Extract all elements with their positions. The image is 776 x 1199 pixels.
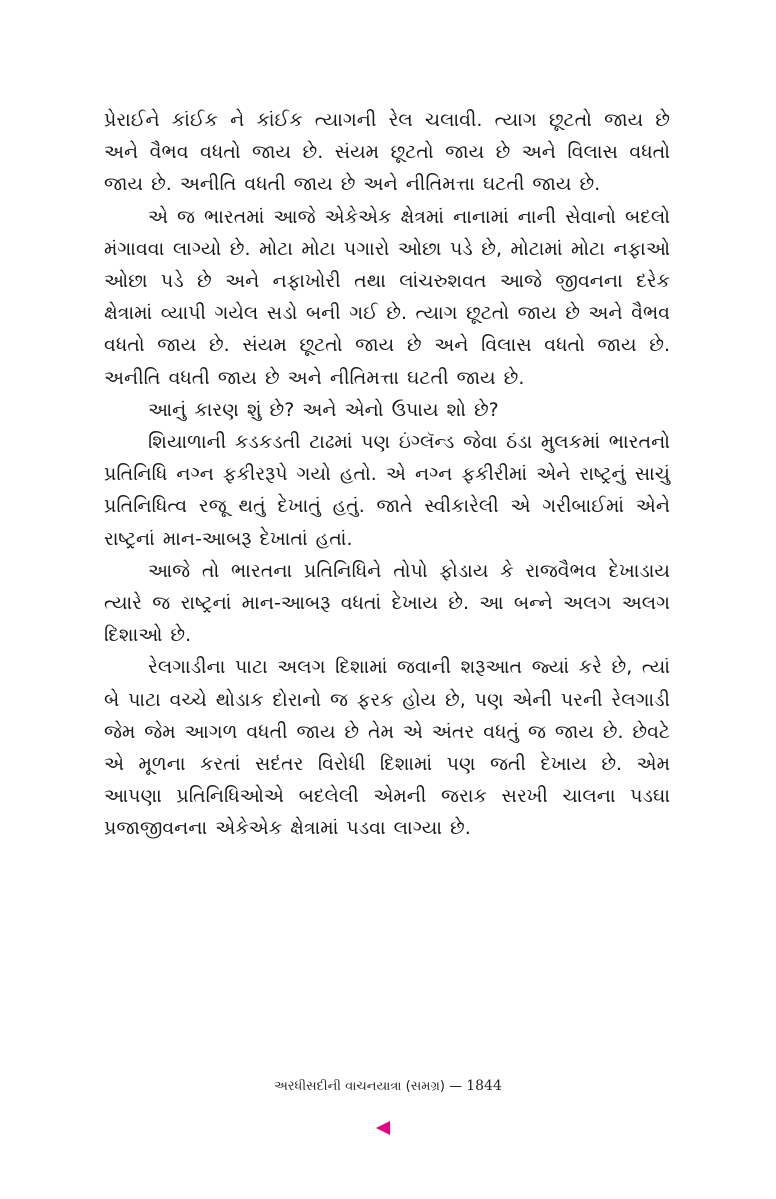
- left-triangle-icon[interactable]: [376, 1121, 390, 1135]
- footer-separator: —: [444, 1079, 467, 1094]
- page-body: [104, 104, 670, 845]
- page-footer: [0, 1078, 776, 1094]
- page-number: 1844: [466, 1078, 502, 1094]
- paragraph-question: આનું કારણ શું છે? અને એનો ઉપાય શો છે?: [148, 398, 499, 421]
- paragraph-continuation: પ્રેરાઈને કાંઈક ને કાંઈક ત્યાગની રેલ ચલાવી. ત્યાગ છૂટતો જાય છે અને વૈભવ વધતો જાય છે. સંયમ છૂટતો જાય છે અને વિલાસ વધતો જાય છે. અનીતિ વધતી જાય છે અને નીતિમત્તા ઘટતી જાય છે.: [104, 109, 670, 196]
- paragraph: આજે તો ભારતના પ્રતિનિધિને તોપો ફોડાય કે રાજવૈભવ દેખાડાય ત્યારે જ રાષ્ટ્રનાં માન-આબરૂ વધતાં દેખાય છે. આ બન્ને અલગ અલગ દિશાઓ છે.: [104, 559, 670, 647]
- paragraph: રેલગાડીના પાટા અલગ દિશામાં જવાની શરૂઆત જ્યાં કરે છે, ત્યાં બે પાટા વચ્ચે થોડાક દોરાનો જ ફરક હોય છે, પણ એની પરની રેલગાડી જેમ જેમ આગળ વધતી જાય છે તેમ એ અંતર વધતું જ જાય છે. છેવટે એ મૂળના કરતાં સદંતર વિરોધી દિશામાં પણ જતી દેખાય છે. એમ આપણા પ્રતિનિધિઓએ બદલેલી એમની જરાક સરખી ચાલના પડઘા પ્રજાજીવનના એકેએક ક્ષેત્રામાં પડવા લાગ્યા છે.: [104, 656, 670, 840]
- book-title: અરધીસદીની વાચનયાત્રા (સમગ્ર): [274, 1079, 445, 1094]
- paragraph: એ જ ભારતમાં આજે એકેએક ક્ષેત્રમાં નાનામાં નાની સેવાનો બદલો મંગાવવા લાગ્યો છે. મોટા મોટા પગારો ઓછા પડે છે, મોટામાં મોટા નફાઓ ઓછા પડે છે અને નફાખોરી તથા લાંચરુશવત આજે જીવનના દરેક ક્ષેત્રામાં વ્યાપી ગયેલ સડો બની ગઈ છે. ત્યાગ છૂટતો જાય છે અને વૈભવ વધતો જાય છે. સંયમ છૂટતો જાય છે અને વિલાસ વધતો જાય છે. અનીતિ વધતી જાય છે અને નીતિમત્તા ઘટતી જાય છે.: [104, 205, 670, 389]
- paragraph: શિયાળાની કડકડતી ટાઢમાં પણ ઇંગ્લૅન્ડ જેવા ઠંડા મુલકમાં ભારતનો પ્રતિનિધિ નગ્ન ફકીરરૂપે ગયો હતો. એ નગ્ન ફકીરીમાં એને રાષ્ટ્રનું સાચું પ્રતિનિધિત્વ રજૂ થતું દેખાતું હતું. જાતે સ્વીકારેલી એ ગરીબાઈમાં એને રાષ્ટ્રનાં માન-આબરૂ દેખાતાં હતાં.: [104, 431, 670, 550]
